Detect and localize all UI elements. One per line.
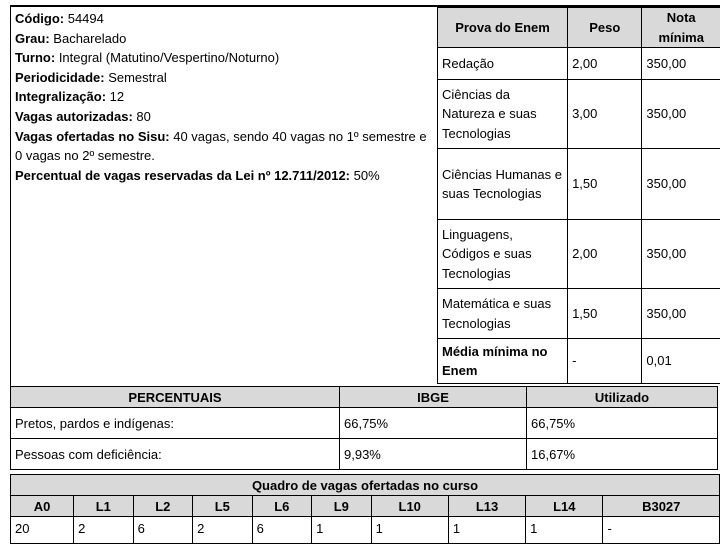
- table-row: [11, 408, 718, 439]
- quadro-value: 2: [193, 517, 253, 544]
- quadro-value: 1: [526, 517, 603, 544]
- vagas-autorizadas-label: Vagas autorizadas:: [15, 109, 133, 124]
- quadro-header: L14: [526, 496, 603, 517]
- quadro-header: L2: [133, 496, 193, 517]
- percentual-utilizado: 16,67%: [527, 439, 718, 470]
- prova-peso: 1,50: [568, 289, 642, 339]
- provas-header-nota: Nota mínima: [642, 8, 720, 48]
- percentual-category: Pretos, pardos e indígenas:: [11, 408, 340, 439]
- vagas-autorizadas-value: 80: [136, 109, 150, 124]
- quadro-header: L10: [371, 496, 448, 517]
- codigo-line: [15, 9, 435, 29]
- course-info-page: [10, 5, 720, 539]
- prova-peso: 1,50: [568, 149, 642, 220]
- quadro-vagas-table: [10, 474, 720, 544]
- provas-table: [437, 7, 720, 384]
- quadro-header: L5: [193, 496, 253, 517]
- prova-name: Ciências Humanas e suas Tecnologias: [438, 149, 568, 220]
- table-row: [438, 220, 720, 289]
- prova-nota: 350,00: [642, 220, 720, 289]
- course-info: [15, 9, 435, 185]
- percentual-ibge: 66,75%: [340, 408, 527, 439]
- percentual-ibge: 9,93%: [340, 439, 527, 470]
- course-summary-section: [10, 5, 720, 388]
- utilizado-header: Utilizado: [527, 387, 718, 408]
- percentual-line: [15, 166, 435, 186]
- grau-value: Bacharelado: [53, 31, 126, 46]
- quadro-header-row: [11, 496, 720, 517]
- vagas-sisu-value: 40 vagas, sendo 40 vagas no 1º semestre e 0 vagas no 2º semestre.: [15, 129, 427, 164]
- turno-line: [15, 48, 435, 68]
- quadro-header: L1: [74, 496, 134, 517]
- prova-nota: 350,00: [642, 149, 720, 220]
- turno-value: Integral (Matutino/Vespertino/Noturno): [59, 50, 279, 65]
- prova-nota: 350,00: [642, 289, 720, 339]
- vagas-sisu-label: Vagas ofertadas no Sisu:: [15, 129, 170, 144]
- integralizacao-value: 12: [110, 89, 124, 104]
- table-row: [438, 289, 720, 339]
- table-row: [438, 80, 720, 149]
- prova-name: Matemática e suas Tecnologias: [438, 289, 568, 339]
- quadro-value: 20: [11, 517, 74, 544]
- percentuais-header-row: [11, 387, 718, 408]
- prova-peso: 2,00: [568, 48, 642, 80]
- provas-header-prova: Prova do Enem: [438, 8, 568, 48]
- vagas-autorizadas-line: [15, 107, 435, 127]
- percentuais-table: [10, 386, 718, 470]
- prova-name: Linguagens, Códigos e suas Tecnologias: [438, 220, 568, 289]
- prova-peso: 3,00: [568, 80, 642, 149]
- quadro-value: 2: [74, 517, 134, 544]
- table-row: [438, 149, 720, 220]
- provas-header-row: [438, 8, 720, 48]
- percentual-category: Pessoas com deficiência:: [11, 439, 340, 470]
- percentuais-header: PERCENTUAIS: [11, 387, 340, 408]
- media-nota: 0,01: [642, 339, 720, 384]
- quadro-title-row: [11, 475, 720, 496]
- codigo-label: Código:: [15, 11, 64, 26]
- turno-label: Turno:: [15, 50, 55, 65]
- media-label: Média mínima no Enem: [438, 339, 568, 384]
- quadro-header: L9: [312, 496, 372, 517]
- integralizacao-label: Integralização:: [15, 89, 106, 104]
- table-row: [11, 439, 718, 470]
- percentual-label: Percentual de vagas reservadas da Lei nº 12.711/2012:: [15, 168, 350, 183]
- quadro-header: B3027: [603, 496, 720, 517]
- periodicidade-line: [15, 68, 435, 88]
- percentual-utilizado: 66,75%: [527, 408, 718, 439]
- grau-label: Grau:: [15, 31, 50, 46]
- periodicidade-label: Periodicidade:: [15, 70, 105, 85]
- prova-name: Redação: [438, 48, 568, 80]
- prova-nota: 350,00: [642, 80, 720, 149]
- integralizacao-line: [15, 87, 435, 107]
- prova-nota: 350,00: [642, 48, 720, 80]
- quadro-value: 1: [371, 517, 448, 544]
- percentual-value: 50%: [354, 168, 380, 183]
- media-row: [438, 339, 720, 384]
- ibge-header: IBGE: [340, 387, 527, 408]
- table-row: [438, 48, 720, 80]
- codigo-value: 54494: [68, 11, 104, 26]
- quadro-header: L6: [252, 496, 312, 517]
- table-row: [11, 517, 720, 544]
- quadro-value: 1: [448, 517, 525, 544]
- quadro-title: Quadro de vagas ofertadas no curso: [11, 475, 720, 496]
- prova-name: Ciências da Natureza e suas Tecnologias: [438, 80, 568, 149]
- provas-header-peso: Peso: [568, 8, 642, 48]
- quadro-value: 1: [312, 517, 372, 544]
- quadro-value: 6: [133, 517, 193, 544]
- media-peso: -: [568, 339, 642, 384]
- quadro-header: A0: [11, 496, 74, 517]
- prova-peso: 2,00: [568, 220, 642, 289]
- grau-line: [15, 29, 435, 49]
- periodicidade-value: Semestral: [108, 70, 167, 85]
- quadro-header: L13: [448, 496, 525, 517]
- quadro-value: -: [603, 517, 720, 544]
- quadro-value: 6: [252, 517, 312, 544]
- vagas-sisu-line: [15, 127, 435, 166]
